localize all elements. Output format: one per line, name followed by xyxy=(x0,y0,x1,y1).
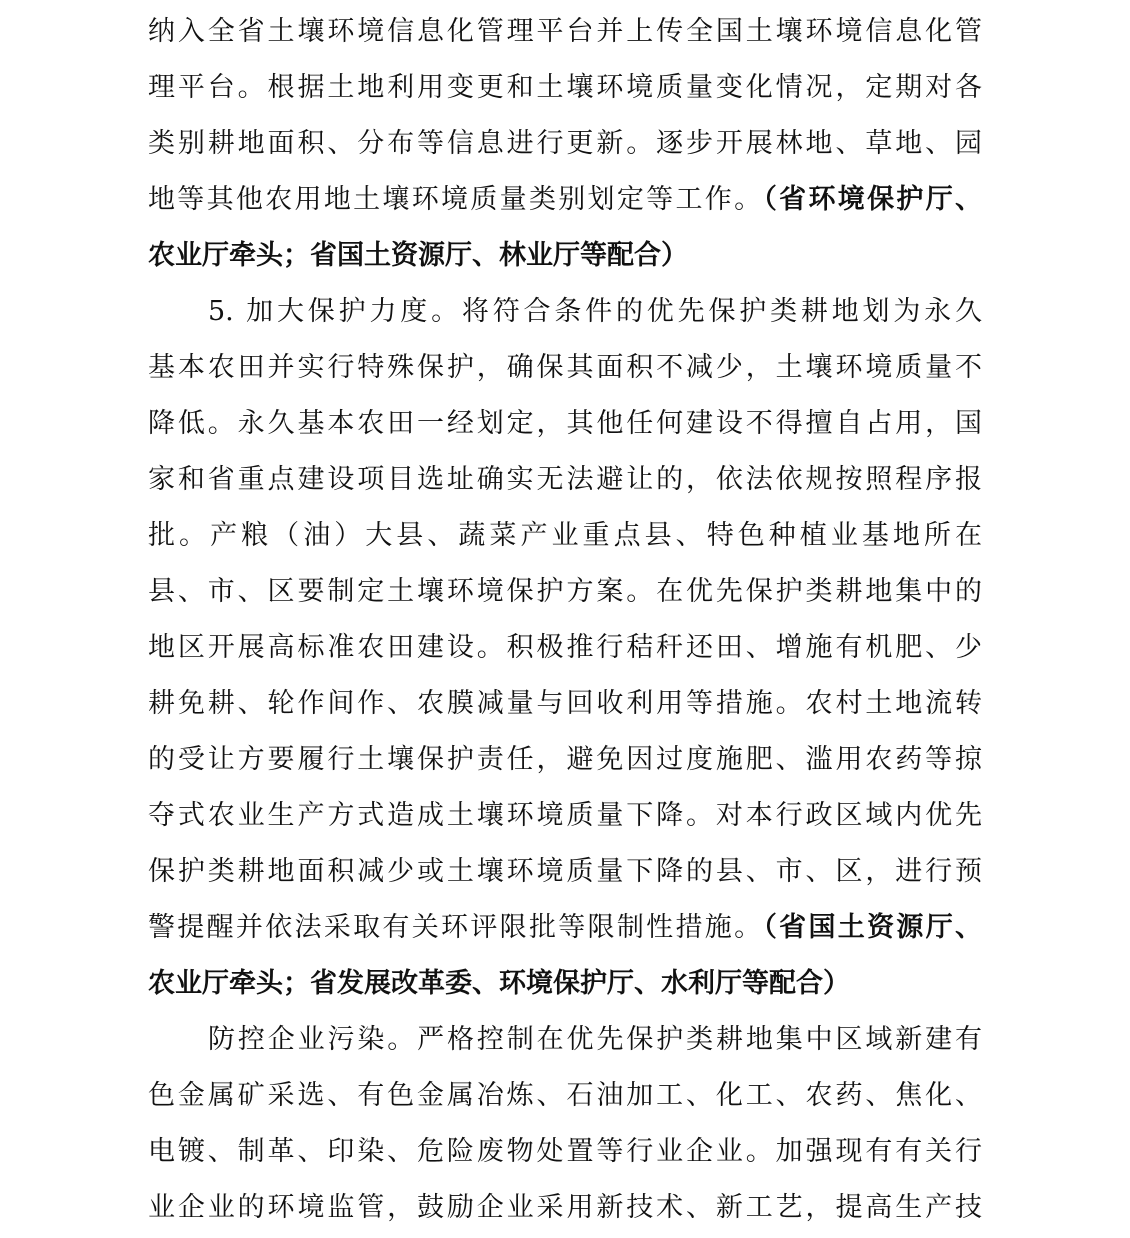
text-line: 批。产粮（油）大县、蔬菜产业重点县、特色种植业基地所在 xyxy=(148,520,982,551)
text-line: 地区开展高标准农田建设。积极推行秸秆还田、增施有机肥、少 xyxy=(148,632,982,663)
text-line-mixed xyxy=(148,908,982,948)
text-line: 保护类耕地面积减少或土壤环境质量下降的县、市、区，进行预 xyxy=(148,856,982,887)
responsibility-note: 农业厅牵头；省发展改革委、环境保护厅、水利厅等配合） xyxy=(148,968,850,999)
text-line: 耕免耕、轮作间作、农膜减量与回收利用等措施。农村土地流转 xyxy=(148,688,982,719)
text-line: 理平台。根据土地利用变更和土壤环境质量变化情况，定期对各 xyxy=(148,72,982,103)
text-line: 电镀、制革、印染、危险废物处置等行业企业。加强现有有关行 xyxy=(148,1136,982,1167)
text-segment: 警提醒并依法采取有关环评限批等限制性措施。 xyxy=(148,912,764,943)
text-line: 基本农田并实行特殊保护，确保其面积不减少，土壤环境质量不 xyxy=(148,352,982,383)
text-line: 类别耕地面积、分布等信息进行更新。逐步开展林地、草地、园 xyxy=(148,128,982,159)
text-line: 色金属矿采选、有色金属冶炼、石油加工、化工、农药、焦化、 xyxy=(148,1080,982,1111)
responsibility-note: （省环境保护厅、 xyxy=(763,184,982,215)
text-line-mixed xyxy=(148,180,982,220)
text-line: 降低。永久基本农田一经划定，其他任何建设不得擅自占用，国 xyxy=(148,408,982,439)
text-line: 夺式农业生产方式造成土壤环境质量下降。对本行政区域内优先 xyxy=(148,800,982,831)
text-line: 业企业的环境监管，鼓励企业采用新技术、新工艺，提高生产技 xyxy=(148,1192,982,1223)
text-line: 纳入全省土壤环境信息化管理平台并上传全国土壤环境信息化管 xyxy=(148,16,982,47)
section-heading-line: 5. 加大保护力度。将符合条件的优先保护类耕地划为永久 xyxy=(208,296,982,327)
text-line: 防控企业污染。严格控制在优先保护类耕地集中区域新建有 xyxy=(208,1024,982,1055)
responsibility-note: 农业厅牵头；省国土资源厅、林业厅等配合） xyxy=(148,240,688,271)
text-segment: 地等其他农用地土壤环境质量类别划定等工作。 xyxy=(148,184,764,215)
responsibility-note: （省国土资源厅、 xyxy=(763,912,982,943)
text-line: 县、市、区要制定土壤环境保护方案。在优先保护类耕地集中的 xyxy=(148,576,982,607)
text-line: 家和省重点建设项目选址确实无法避让的，依法依规按照程序报 xyxy=(148,464,982,495)
text-line: 的受让方要履行土壤保护责任，避免因过度施肥、滥用农药等掠 xyxy=(148,744,982,775)
